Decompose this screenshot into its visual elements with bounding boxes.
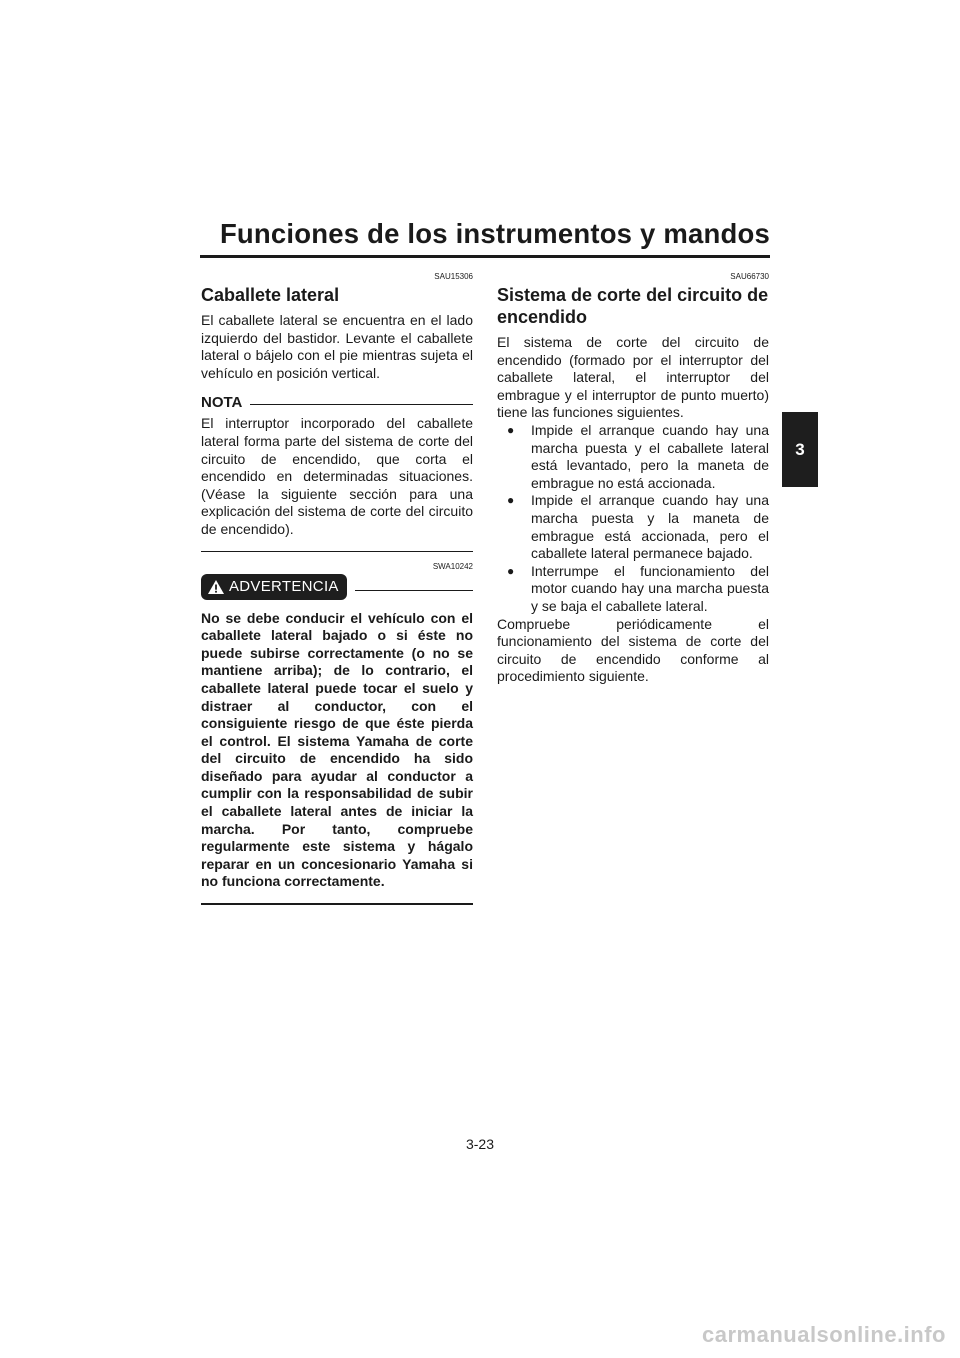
warning-code: SWA10242 [432, 561, 473, 571]
section-code: SAU66730 [730, 272, 769, 281]
list-item-text: Impide el arranque cuando hay una marcha puesta y el caballete lateral está levantado, pero la maneta de embrague no está accionada. [531, 421, 769, 491]
warning-icon [207, 579, 225, 595]
list-item [505, 563, 769, 616]
nota-rule [250, 404, 473, 405]
warning-header [201, 574, 473, 600]
list-item-text: Impide el arranque cuando hay una marcha puesta y la maneta de embrague está accionada, pero el caballete lateral permanece bajado. [531, 492, 769, 562]
warning-rule [355, 590, 473, 591]
bullet-icon: ● [507, 422, 515, 437]
section-paragraph: El caballete lateral se encuentra en el lado izquierdo del bastidor. Levante el caballete lateral o bájelo con el pie mientras sujeta el vehículo en posición vertical. [201, 312, 473, 381]
nota-header [201, 394, 473, 411]
section-intro: El sistema de corte del circuito de encendido (formado por el interruptor del caballete lateral, el interruptor del embrague y el interruptor de punto muerto) tiene las funciones siguientes. [497, 334, 769, 421]
section-outro: Compruebe periódicamente el funcionamiento del sistema de corte del circuito de encendido conforme al procedimiento siguiente. [497, 615, 769, 685]
section-heading: Caballete lateral [201, 285, 340, 305]
warning-label: ADVERTENCIA [229, 578, 339, 596]
list-item [505, 422, 769, 492]
watermark: carmanualsonline.info [702, 1322, 946, 1347]
chapter-tab: 3 [782, 412, 818, 487]
section-heading: Sistema de corte del circuito de encendido [497, 285, 769, 327]
list-item-text: Interrumpe el funcionamiento del motor cuando hay una marcha puesta y se baja el caballete lateral. [531, 562, 769, 614]
warning-badge [201, 574, 347, 600]
section-code: SAU15306 [434, 272, 473, 281]
nota-end-rule [201, 551, 473, 552]
warning-text: No se debe conducir el vehículo con el caballete lateral bajado o si éste no puede subirse correctamente (o no se mantiene arriba); de lo contrario, el caballete lateral puede tocar el suelo y distraer al conductor, con el consiguiente riesgo de que éste pierda el control. El sistema Yamaha de corte del circuito de encendido ha sido diseñado para ayudar al conductor a cumplir con la responsabilidad de subir el caballete lateral antes de iniciar la marcha. Por tanto, compruebe regularmente este sistema y hágalo reparar en un concesionario Yamaha si no funciona correctamente. [201, 609, 473, 890]
warning-end-rule [201, 903, 473, 905]
list-item [505, 492, 769, 562]
page-number: 3-23 [465, 1136, 495, 1152]
function-list [497, 422, 769, 616]
header-rule [200, 255, 770, 258]
page-title: Funciones de los instrumentos y mandos [219, 218, 770, 249]
bullet-icon: ● [507, 493, 515, 508]
right-column [497, 272, 769, 686]
nota-text: El interruptor incorporado del caballete lateral forma parte del sistema de corte del circuito de encendido, que corta el encendido en determinadas situaciones. (Véase la siguiente sección para una explicación del sistema de corte del circuito de encendido). [201, 415, 473, 537]
left-column [201, 272, 473, 905]
nota-label: NOTA [201, 394, 243, 412]
bullet-icon: ● [507, 563, 515, 578]
